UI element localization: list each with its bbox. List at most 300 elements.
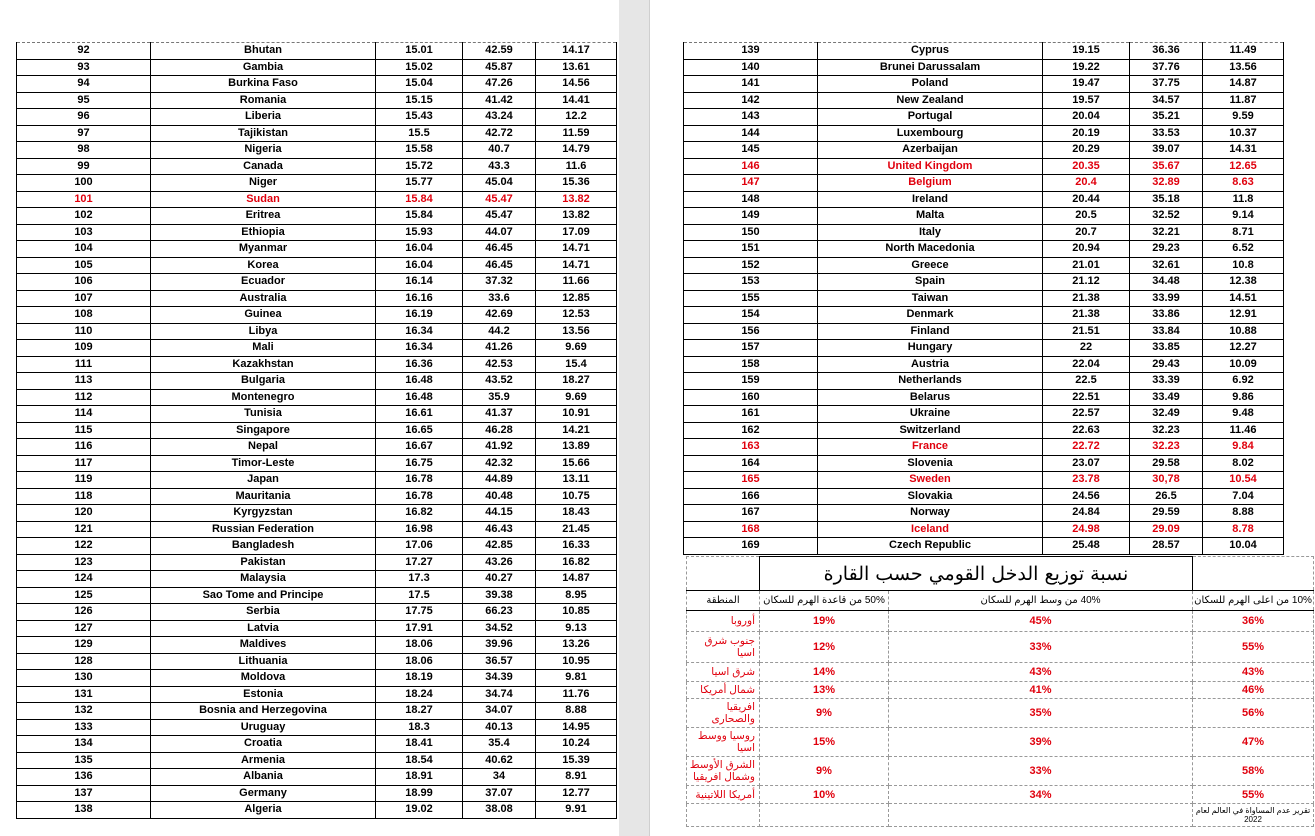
left-top10-cell: 13.26 — [536, 637, 617, 654]
table-row — [17, 389, 617, 406]
table-row — [17, 142, 617, 159]
left-middle40-cell: 38.08 — [463, 802, 536, 819]
left-top10-cell: 9.69 — [536, 340, 617, 357]
table-row — [17, 653, 617, 670]
distribution-middle40-cell: 34% — [889, 786, 1193, 804]
right-country-cell: Slovenia — [818, 455, 1043, 472]
left-bottom50-cell: 16.75 — [376, 455, 463, 472]
left-top10-cell: 18.27 — [536, 373, 617, 390]
table-row — [684, 290, 1284, 307]
left-top10-cell: 16.82 — [536, 554, 617, 571]
distribution-row — [687, 632, 1314, 663]
right-rank-cell: 158 — [684, 356, 818, 373]
right-top10-cell: 14.87 — [1203, 76, 1284, 93]
left-rank-cell: 92 — [17, 43, 151, 60]
table-row — [684, 109, 1284, 126]
left-rank-cell: 120 — [17, 505, 151, 522]
left-middle40-cell: 37.07 — [463, 785, 536, 802]
right-country-cell: Austria — [818, 356, 1043, 373]
right-bottom50-cell: 21.51 — [1043, 323, 1130, 340]
left-middle40-cell: 46.28 — [463, 422, 536, 439]
left-rank-cell: 136 — [17, 769, 151, 786]
right-country-cell: Norway — [818, 505, 1043, 522]
right-top10-cell: 8.02 — [1203, 455, 1284, 472]
right-middle40-cell: 33.49 — [1130, 389, 1203, 406]
table-row — [17, 208, 617, 225]
left-top10-cell: 13.82 — [536, 208, 617, 225]
left-middle40-cell: 33.6 — [463, 290, 536, 307]
right-country-cell: Brunei Darussalam — [818, 59, 1043, 76]
right-bottom50-cell: 20.44 — [1043, 191, 1130, 208]
left-rank-cell: 132 — [17, 703, 151, 720]
right-bottom50-cell: 21.38 — [1043, 290, 1130, 307]
left-middle40-cell: 40.7 — [463, 142, 536, 159]
distribution-row — [687, 757, 1314, 786]
left-top10-cell: 13.89 — [536, 439, 617, 456]
table-row — [17, 670, 617, 687]
left-bottom50-cell: 15.77 — [376, 175, 463, 192]
left-top10-cell: 10.24 — [536, 736, 617, 753]
left-bottom50-cell: 15.58 — [376, 142, 463, 159]
right-middle40-cell: 29.58 — [1130, 455, 1203, 472]
table-row — [684, 158, 1284, 175]
right-bottom50-cell: 23.07 — [1043, 455, 1130, 472]
distribution-region-cell: روسيا ووسط اسيا — [687, 728, 760, 757]
left-middle40-cell: 40.62 — [463, 752, 536, 769]
left-rank-cell: 117 — [17, 455, 151, 472]
distribution-top10-cell: 46% — [1193, 682, 1314, 699]
left-bottom50-cell: 16.78 — [376, 488, 463, 505]
left-country-cell: Kyrgyzstan — [151, 505, 376, 522]
right-bottom50-cell: 19.57 — [1043, 92, 1130, 109]
table-row — [684, 373, 1284, 390]
right-country-cell: Sweden — [818, 472, 1043, 489]
left-rank-cell: 93 — [17, 59, 151, 76]
left-country-cell: Nigeria — [151, 142, 376, 159]
right-rank-cell: 141 — [684, 76, 818, 93]
right-rank-cell: 165 — [684, 472, 818, 489]
table-row — [17, 307, 617, 324]
right-top10-cell: 10.88 — [1203, 323, 1284, 340]
table-row — [17, 125, 617, 142]
distribution-middle40-cell: 35% — [889, 699, 1193, 728]
left-country-cell: Bulgaria — [151, 373, 376, 390]
left-middle40-cell: 34.52 — [463, 620, 536, 637]
right-rank-cell: 153 — [684, 274, 818, 291]
left-rank-cell: 97 — [17, 125, 151, 142]
left-top10-cell: 14.17 — [536, 43, 617, 60]
distribution-middle40-cell: 43% — [889, 663, 1193, 682]
right-top10-cell: 9.84 — [1203, 439, 1284, 456]
left-rank-cell: 100 — [17, 175, 151, 192]
distribution-row — [687, 663, 1314, 682]
right-country-cell: Azerbaijan — [818, 142, 1043, 159]
distribution-row — [687, 786, 1314, 804]
table-row — [17, 571, 617, 588]
table-row — [17, 802, 617, 819]
left-country-cell: Eritrea — [151, 208, 376, 225]
left-top10-cell: 16.33 — [536, 538, 617, 555]
right-top10-cell: 11.8 — [1203, 191, 1284, 208]
left-rank-cell: 138 — [17, 802, 151, 819]
right-rank-cell: 149 — [684, 208, 818, 225]
left-country-cell: Singapore — [151, 422, 376, 439]
left-country-cell: Korea — [151, 257, 376, 274]
left-bottom50-cell: 18.19 — [376, 670, 463, 687]
distribution-top10-cell: 36% — [1193, 611, 1314, 632]
distribution-region-cell: شرق اسيا — [687, 663, 760, 682]
right-middle40-cell: 33.53 — [1130, 125, 1203, 142]
distribution-bottom50-cell: 14% — [760, 663, 889, 682]
right-top10-cell: 9.48 — [1203, 406, 1284, 423]
left-rank-cell: 96 — [17, 109, 151, 126]
right-top10-cell: 10.8 — [1203, 257, 1284, 274]
right-country-cell: New Zealand — [818, 92, 1043, 109]
right-middle40-cell: 29.09 — [1130, 521, 1203, 538]
left-country-cell: Canada — [151, 158, 376, 175]
right-rank-cell: 147 — [684, 175, 818, 192]
right-rank-cell: 161 — [684, 406, 818, 423]
left-top10-cell: 11.6 — [536, 158, 617, 175]
right-top10-cell: 14.31 — [1203, 142, 1284, 159]
left-middle40-cell: 42.59 — [463, 43, 536, 60]
left-middle40-cell: 40.27 — [463, 571, 536, 588]
right-bottom50-cell: 22.63 — [1043, 422, 1130, 439]
right-bottom50-cell: 21.12 — [1043, 274, 1130, 291]
right-country-cell: Finland — [818, 323, 1043, 340]
left-rank-cell: 131 — [17, 686, 151, 703]
distribution-region-cell: افريقيا والصحارى — [687, 699, 760, 728]
right-rank-cell: 155 — [684, 290, 818, 307]
table-row — [17, 505, 617, 522]
left-country-cell: Timor-Leste — [151, 455, 376, 472]
distribution-region-cell: أمريكا اللاتينية — [687, 786, 760, 804]
table-row — [17, 356, 617, 373]
left-middle40-cell: 46.43 — [463, 521, 536, 538]
left-middle40-cell: 40.48 — [463, 488, 536, 505]
table-row — [684, 455, 1284, 472]
right-bottom50-cell: 20.7 — [1043, 224, 1130, 241]
distribution-bottom50-cell: 9% — [760, 757, 889, 786]
left-bottom50-cell: 18.3 — [376, 719, 463, 736]
right-bottom50-cell: 19.47 — [1043, 76, 1130, 93]
left-rank-cell: 128 — [17, 653, 151, 670]
right-country-cell: Iceland — [818, 521, 1043, 538]
left-bottom50-cell: 17.27 — [376, 554, 463, 571]
left-country-cell: Mauritania — [151, 488, 376, 505]
right-rank-cell: 154 — [684, 307, 818, 324]
table-row — [684, 241, 1284, 258]
table-row — [17, 719, 617, 736]
table-row — [17, 604, 617, 621]
left-bottom50-cell: 18.06 — [376, 637, 463, 654]
right-middle40-cell: 37.75 — [1130, 76, 1203, 93]
left-bottom50-cell: 16.65 — [376, 422, 463, 439]
right-top10-cell: 12.65 — [1203, 158, 1284, 175]
left-top10-cell: 14.21 — [536, 422, 617, 439]
left-middle40-cell: 45.47 — [463, 191, 536, 208]
left-country-cell: Montenegro — [151, 389, 376, 406]
right-bottom50-cell: 21.01 — [1043, 257, 1130, 274]
left-top10-cell: 15.66 — [536, 455, 617, 472]
left-country-cell: Niger — [151, 175, 376, 192]
left-country-cell: Ecuador — [151, 274, 376, 291]
table-row — [17, 59, 617, 76]
left-middle40-cell: 37.32 — [463, 274, 536, 291]
left-top10-cell: 9.69 — [536, 389, 617, 406]
right-rank-cell: 169 — [684, 538, 818, 555]
left-middle40-cell: 42.53 — [463, 356, 536, 373]
table-row — [17, 488, 617, 505]
right-rank-cell: 142 — [684, 92, 818, 109]
left-bottom50-cell: 16.48 — [376, 389, 463, 406]
left-bottom50-cell: 16.14 — [376, 274, 463, 291]
right-country-cell: Taiwan — [818, 290, 1043, 307]
left-middle40-cell: 35.9 — [463, 389, 536, 406]
left-top10-cell: 15.39 — [536, 752, 617, 769]
left-bottom50-cell: 16.19 — [376, 307, 463, 324]
right-top10-cell: 8.78 — [1203, 521, 1284, 538]
left-bottom50-cell: 17.75 — [376, 604, 463, 621]
left-country-cell: Estonia — [151, 686, 376, 703]
right-top10-cell: 8.63 — [1203, 175, 1284, 192]
table-row — [17, 76, 617, 93]
left-bottom50-cell: 15.02 — [376, 59, 463, 76]
right-top10-cell: 14.51 — [1203, 290, 1284, 307]
left-top10-cell: 9.13 — [536, 620, 617, 637]
left-middle40-cell: 41.42 — [463, 92, 536, 109]
table-row — [684, 488, 1284, 505]
table-row — [17, 274, 617, 291]
left-bottom50-cell: 18.24 — [376, 686, 463, 703]
left-rank-cell: 109 — [17, 340, 151, 357]
table-row — [684, 43, 1284, 60]
right-middle40-cell: 32.52 — [1130, 208, 1203, 225]
table-row — [17, 43, 617, 60]
right-country-cell: Luxembourg — [818, 125, 1043, 142]
left-country-cell: Tajikistan — [151, 125, 376, 142]
left-rank-cell: 121 — [17, 521, 151, 538]
table-row — [684, 257, 1284, 274]
left-country-cell: Pakistan — [151, 554, 376, 571]
left-ranking-table — [16, 42, 617, 819]
left-middle40-cell: 46.45 — [463, 257, 536, 274]
right-bottom50-cell: 22.72 — [1043, 439, 1130, 456]
left-rank-cell: 134 — [17, 736, 151, 753]
source-note: تقرير عدم المساواة في العالم لعام 2022 — [1193, 804, 1314, 827]
left-country-cell: Mali — [151, 340, 376, 357]
right-country-cell: Hungary — [818, 340, 1043, 357]
right-country-cell: Denmark — [818, 307, 1043, 324]
right-country-cell: Portugal — [818, 109, 1043, 126]
right-bottom50-cell: 22.51 — [1043, 389, 1130, 406]
right-top10-cell: 10.09 — [1203, 356, 1284, 373]
left-top10-cell: 14.79 — [536, 142, 617, 159]
table-row — [684, 76, 1284, 93]
left-middle40-cell: 34.74 — [463, 686, 536, 703]
left-middle40-cell: 40.13 — [463, 719, 536, 736]
right-rank-cell: 145 — [684, 142, 818, 159]
left-bottom50-cell: 15.5 — [376, 125, 463, 142]
left-rank-cell: 124 — [17, 571, 151, 588]
left-rank-cell: 106 — [17, 274, 151, 291]
left-middle40-cell: 44.89 — [463, 472, 536, 489]
left-country-cell: Latvia — [151, 620, 376, 637]
right-bottom50-cell: 21.38 — [1043, 307, 1130, 324]
left-rank-cell: 114 — [17, 406, 151, 423]
right-top10-cell: 10.37 — [1203, 125, 1284, 142]
table-row — [17, 257, 617, 274]
left-middle40-cell: 41.37 — [463, 406, 536, 423]
table-row — [17, 769, 617, 786]
table-row — [17, 587, 617, 604]
right-country-cell: Cyprus — [818, 43, 1043, 60]
right-top10-cell: 11.46 — [1203, 422, 1284, 439]
table-row — [684, 274, 1284, 291]
right-rank-cell: 164 — [684, 455, 818, 472]
page-gutter — [619, 0, 650, 836]
right-rank-cell: 150 — [684, 224, 818, 241]
table-row — [684, 125, 1284, 142]
table-row — [17, 323, 617, 340]
left-bottom50-cell: 16.34 — [376, 323, 463, 340]
left-top10-cell: 9.91 — [536, 802, 617, 819]
left-middle40-cell: 43.3 — [463, 158, 536, 175]
right-rank-cell: 152 — [684, 257, 818, 274]
left-bottom50-cell: 17.5 — [376, 587, 463, 604]
table-row — [17, 785, 617, 802]
distribution-middle40-cell: 39% — [889, 728, 1193, 757]
left-bottom50-cell: 15.01 — [376, 43, 463, 60]
right-bottom50-cell: 20.5 — [1043, 208, 1130, 225]
left-rank-cell: 112 — [17, 389, 151, 406]
left-middle40-cell: 34.07 — [463, 703, 536, 720]
right-middle40-cell: 33.86 — [1130, 307, 1203, 324]
left-top10-cell: 10.75 — [536, 488, 617, 505]
left-bottom50-cell: 16.36 — [376, 356, 463, 373]
right-top10-cell: 11.87 — [1203, 92, 1284, 109]
left-country-cell: Serbia — [151, 604, 376, 621]
left-country-cell: Myanmar — [151, 241, 376, 258]
left-country-cell: Croatia — [151, 736, 376, 753]
left-middle40-cell: 66.23 — [463, 604, 536, 621]
right-bottom50-cell: 20.04 — [1043, 109, 1130, 126]
title-blank-cell — [1193, 557, 1314, 591]
right-country-cell: North Macedonia — [818, 241, 1043, 258]
distribution-middle40-cell: 45% — [889, 611, 1193, 632]
left-top10-cell: 11.76 — [536, 686, 617, 703]
right-middle40-cell: 28.57 — [1130, 538, 1203, 555]
left-country-cell: Gambia — [151, 59, 376, 76]
right-middle40-cell: 32.61 — [1130, 257, 1203, 274]
table-row — [684, 439, 1284, 456]
right-top10-cell: 11.49 — [1203, 43, 1284, 60]
table-row — [684, 175, 1284, 192]
left-bottom50-cell: 19.02 — [376, 802, 463, 819]
right-top10-cell: 13.56 — [1203, 59, 1284, 76]
table-row — [17, 175, 617, 192]
distribution-row — [687, 682, 1314, 699]
right-middle40-cell: 32.23 — [1130, 439, 1203, 456]
left-bottom50-cell: 18.54 — [376, 752, 463, 769]
right-country-cell: Italy — [818, 224, 1043, 241]
table-row — [17, 455, 617, 472]
left-country-cell: Sudan — [151, 191, 376, 208]
right-rank-cell: 139 — [684, 43, 818, 60]
left-rank-cell: 113 — [17, 373, 151, 390]
left-bottom50-cell: 18.27 — [376, 703, 463, 720]
left-middle40-cell: 44.15 — [463, 505, 536, 522]
right-middle40-cell: 35.21 — [1130, 109, 1203, 126]
left-top10-cell: 10.91 — [536, 406, 617, 423]
right-bottom50-cell: 20.4 — [1043, 175, 1130, 192]
table-row — [684, 142, 1284, 159]
left-middle40-cell: 42.72 — [463, 125, 536, 142]
left-bottom50-cell: 15.84 — [376, 208, 463, 225]
right-country-cell: Greece — [818, 257, 1043, 274]
header-middle40: 40% من وسط الهرم للسكان — [889, 591, 1193, 611]
left-bottom50-cell: 15.84 — [376, 191, 463, 208]
table-row — [17, 736, 617, 753]
distribution-region-cell: جنوب شرق اسيا — [687, 632, 760, 663]
right-middle40-cell: 36.36 — [1130, 43, 1203, 60]
right-country-cell: Czech Republic — [818, 538, 1043, 555]
right-bottom50-cell: 24.98 — [1043, 521, 1130, 538]
distribution-row — [687, 699, 1314, 728]
distribution-top10-cell: 47% — [1193, 728, 1314, 757]
left-page — [0, 0, 619, 836]
right-top10-cell: 12.91 — [1203, 307, 1284, 324]
distribution-bottom50-cell: 15% — [760, 728, 889, 757]
right-rank-cell: 162 — [684, 422, 818, 439]
left-country-cell: Nepal — [151, 439, 376, 456]
table-row — [17, 241, 617, 258]
left-rank-cell: 129 — [17, 637, 151, 654]
right-top10-cell: 12.27 — [1203, 340, 1284, 357]
left-middle40-cell: 43.52 — [463, 373, 536, 390]
table-row — [684, 389, 1284, 406]
right-rank-cell: 143 — [684, 109, 818, 126]
table-row — [17, 472, 617, 489]
left-top10-cell: 18.43 — [536, 505, 617, 522]
left-bottom50-cell: 18.91 — [376, 769, 463, 786]
right-middle40-cell: 26.5 — [1130, 488, 1203, 505]
left-rank-cell: 105 — [17, 257, 151, 274]
right-country-cell: Netherlands — [818, 373, 1043, 390]
right-page — [650, 0, 1315, 836]
distribution-top10-cell: 55% — [1193, 786, 1314, 804]
right-middle40-cell: 34.57 — [1130, 92, 1203, 109]
table-row — [684, 224, 1284, 241]
left-rank-cell: 122 — [17, 538, 151, 555]
left-country-cell: Guinea — [151, 307, 376, 324]
left-rank-cell: 127 — [17, 620, 151, 637]
left-country-cell: Sao Tome and Principe — [151, 587, 376, 604]
right-top10-cell: 10.04 — [1203, 538, 1284, 555]
table-row — [684, 538, 1284, 555]
right-middle40-cell: 35.18 — [1130, 191, 1203, 208]
right-rank-cell: 146 — [684, 158, 818, 175]
left-country-cell: Liberia — [151, 109, 376, 126]
left-bottom50-cell: 16.82 — [376, 505, 463, 522]
left-bottom50-cell: 17.06 — [376, 538, 463, 555]
left-top10-cell: 13.82 — [536, 191, 617, 208]
table-row — [17, 191, 617, 208]
table-row — [684, 422, 1284, 439]
right-middle40-cell: 33.84 — [1130, 323, 1203, 340]
left-rank-cell: 103 — [17, 224, 151, 241]
table-row — [17, 373, 617, 390]
